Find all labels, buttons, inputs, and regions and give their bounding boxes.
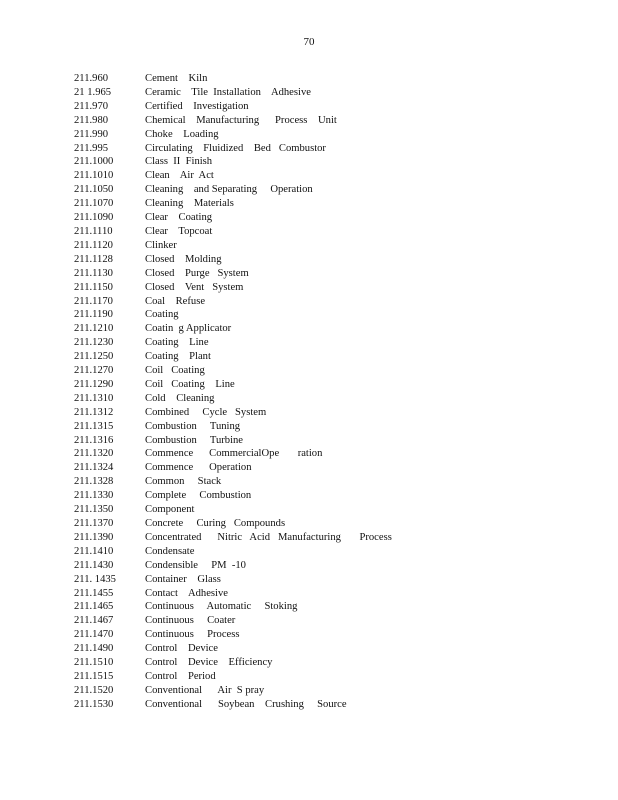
definition-row xyxy=(74,142,594,156)
section-number: 211.1330 xyxy=(74,490,114,502)
section-number: 211.980 xyxy=(74,114,109,126)
definition-row xyxy=(74,183,594,197)
defined-term: Coating xyxy=(145,309,179,321)
section-number: 211.1150 xyxy=(74,281,113,293)
defined-term: Closed Purge System xyxy=(145,267,249,279)
definition-row xyxy=(74,475,594,489)
defined-term: Control Period xyxy=(145,670,216,682)
definition-row xyxy=(74,128,594,142)
definition-row xyxy=(74,267,594,281)
defined-term: Condensate xyxy=(145,545,195,557)
definition-row xyxy=(74,600,594,614)
defined-term: Certified Investigation xyxy=(145,100,249,112)
definition-row xyxy=(74,364,594,378)
definition-row xyxy=(74,434,594,448)
defined-term: Coil Coating Line xyxy=(145,378,235,390)
defined-term: Contact Adhesive xyxy=(145,587,228,599)
section-number: 211. 1435 xyxy=(74,573,116,585)
section-number: 211.1090 xyxy=(74,212,114,224)
section-number: 211.1128 xyxy=(74,253,113,265)
section-number: 211.990 xyxy=(74,128,109,140)
section-number: 211.1410 xyxy=(74,545,114,557)
section-number: 211.1328 xyxy=(74,476,114,488)
defined-term: Chemical Manufacturing Process Unit xyxy=(145,114,337,126)
defined-term: Coating Line xyxy=(145,337,209,349)
defined-term: Conventional Soybean Crushing Source xyxy=(145,698,347,710)
section-number: 211.1515 xyxy=(74,670,114,682)
section-number: 211.960 xyxy=(74,73,109,84)
defined-term: Cleaning and Separating Operation xyxy=(145,184,313,196)
defined-term: Condensible PM -10 xyxy=(145,559,246,571)
section-number: 211.1010 xyxy=(74,170,114,182)
definition-row xyxy=(74,642,594,656)
defined-term: Closed Vent System xyxy=(145,281,244,293)
section-number: 211.1465 xyxy=(74,601,114,613)
definition-row xyxy=(74,295,594,309)
definition-row xyxy=(74,308,594,322)
section-number: 21 1.965 xyxy=(74,86,112,98)
section-number: 211.1110 xyxy=(74,225,113,237)
defined-term: Closed Molding xyxy=(145,253,222,265)
section-number: 211.1190 xyxy=(74,309,113,321)
definition-row xyxy=(74,253,594,267)
defined-term: Ceramic Tile Installation Adhesive xyxy=(145,86,311,98)
defined-term: Complete Combustion xyxy=(145,490,252,502)
defined-term: Continuous Automatic Stoking xyxy=(145,601,298,613)
defined-term: Commence CommercialOpe ration xyxy=(145,448,323,460)
section-number: 211.1170 xyxy=(74,295,113,307)
defined-term: Control Device Efficiency xyxy=(145,657,273,669)
section-number: 211.1430 xyxy=(74,559,114,571)
section-number: 211.1050 xyxy=(74,184,114,196)
defined-term: Clear Coating xyxy=(145,212,213,224)
definition-row xyxy=(74,114,594,128)
section-number: 211.1070 xyxy=(74,198,114,210)
defined-term: Coil Coating xyxy=(145,365,205,377)
definition-row xyxy=(74,225,594,239)
definition-row xyxy=(74,670,594,684)
section-number: 211.1290 xyxy=(74,378,114,390)
definition-row xyxy=(74,656,594,670)
definition-row xyxy=(74,628,594,642)
section-number: 211.1455 xyxy=(74,587,114,599)
definition-row xyxy=(74,72,594,86)
definition-row xyxy=(74,211,594,225)
section-number: 211.1530 xyxy=(74,698,114,710)
section-number: 211.1210 xyxy=(74,323,114,335)
definition-row xyxy=(74,531,594,545)
section-number: 211.1312 xyxy=(74,406,114,418)
section-number: 211.1490 xyxy=(74,643,114,655)
definition-row xyxy=(74,350,594,364)
defined-term: Commence Operation xyxy=(145,462,252,474)
defined-term: Continuous Coater xyxy=(145,615,236,627)
definition-row xyxy=(74,378,594,392)
definition-row xyxy=(74,559,594,573)
section-number: 211.1320 xyxy=(74,448,114,460)
section-number: 211.1000 xyxy=(74,156,114,168)
section-number: 211.1230 xyxy=(74,337,114,349)
definition-row xyxy=(74,545,594,559)
defined-term: Component xyxy=(145,504,195,516)
definition-row xyxy=(74,698,594,712)
defined-term: Class II Finish xyxy=(145,156,213,168)
definition-list xyxy=(74,72,594,712)
definition-row xyxy=(74,155,594,169)
definition-row xyxy=(74,169,594,183)
defined-term: Concentrated Nitric Acid Manufacturing Process xyxy=(145,531,392,543)
section-number: 211.1370 xyxy=(74,518,114,529)
section-number: 211.970 xyxy=(74,100,109,112)
definition-row xyxy=(74,86,594,100)
definition-row xyxy=(74,447,594,461)
defined-term: Circulating Fluidized Bed Combustor xyxy=(145,142,326,154)
defined-term: Concrete Curing Compounds xyxy=(145,518,286,529)
definition-row xyxy=(74,587,594,601)
defined-term: Combustion Turbine xyxy=(145,434,244,446)
defined-term: Clinker xyxy=(145,239,177,251)
section-number: 211.1270 xyxy=(74,365,114,377)
defined-term: Continuous Process xyxy=(145,629,240,641)
section-number: 211.1470 xyxy=(74,629,114,641)
section-number: 211.1315 xyxy=(74,420,114,432)
defined-term: Coating Plant xyxy=(145,351,211,363)
section-number: 211.1350 xyxy=(74,504,114,516)
definition-row xyxy=(74,461,594,475)
section-number: 211.995 xyxy=(74,142,109,154)
defined-term: Container Glass xyxy=(145,573,221,585)
section-number: 211.1467 xyxy=(74,615,114,627)
definition-row xyxy=(74,614,594,628)
definition-row xyxy=(74,503,594,517)
definition-row xyxy=(74,406,594,420)
section-number: 211.1316 xyxy=(74,434,114,446)
defined-term: Combined Cycle System xyxy=(145,406,267,418)
definition-row xyxy=(74,573,594,587)
defined-term: Control Device xyxy=(145,643,218,655)
defined-term: Cold Cleaning xyxy=(145,392,215,404)
section-number: 211.1324 xyxy=(74,462,114,474)
definition-row xyxy=(74,100,594,114)
section-number: 211.1120 xyxy=(74,239,113,251)
defined-term: Conventional Air S pray xyxy=(145,684,265,696)
defined-term: Cleaning Materials xyxy=(145,198,234,210)
defined-term: Coatin g Applicator xyxy=(145,323,232,335)
defined-term: Cement Kiln xyxy=(145,73,208,84)
section-number: 211.1130 xyxy=(74,267,113,279)
defined-term: Combustion Tuning xyxy=(145,420,241,432)
definition-row xyxy=(74,239,594,253)
definition-row xyxy=(74,392,594,406)
section-number: 211.1510 xyxy=(74,657,114,669)
page-number: 70 xyxy=(303,36,315,48)
definition-row xyxy=(74,281,594,295)
definition-row xyxy=(74,684,594,698)
defined-term: Common Stack xyxy=(145,476,222,488)
section-number: 211.1520 xyxy=(74,684,114,696)
defined-term: Clear Topcoat xyxy=(145,225,213,237)
definition-row xyxy=(74,336,594,350)
defined-term: Coal Refuse xyxy=(145,295,206,307)
definition-row xyxy=(74,517,594,531)
definition-row xyxy=(74,420,594,434)
defined-term: Clean Air Act xyxy=(145,170,214,182)
section-number: 211.1310 xyxy=(74,392,114,404)
section-number: 211.1250 xyxy=(74,351,114,363)
definition-row xyxy=(74,489,594,503)
defined-term: Choke Loading xyxy=(145,128,219,140)
section-number: 211.1390 xyxy=(74,531,114,543)
definition-row xyxy=(74,197,594,211)
definition-row xyxy=(74,322,594,336)
